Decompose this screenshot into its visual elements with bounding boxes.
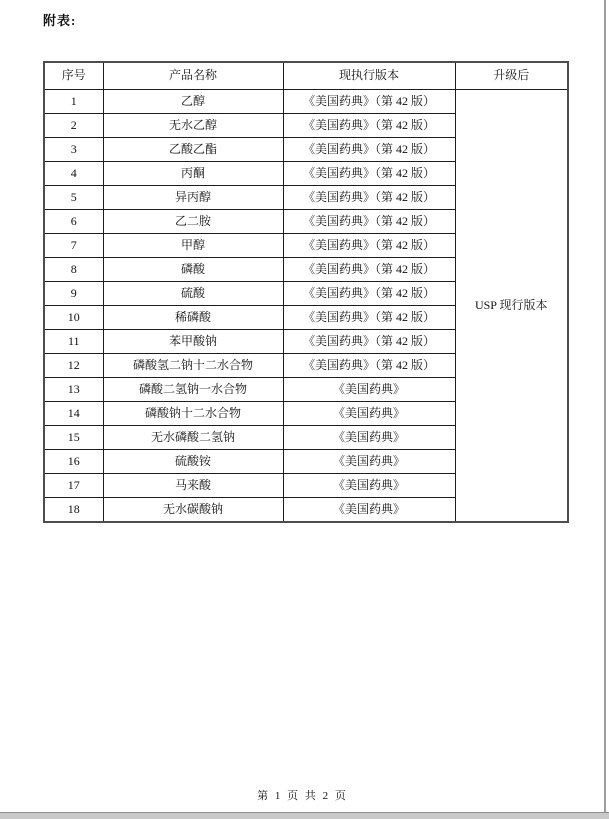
product-name-cell: 硫酸铵 [103,450,283,474]
product-name-cell: 甲醇 [103,234,283,258]
current-version-cell: 《美国药典》（第 42 版） [283,138,455,162]
product-name-cell: 无水碳酸钠 [103,498,283,523]
product-table [43,61,569,523]
serial-number-cell: 9 [44,282,103,306]
current-version-cell: 《美国药典》 [283,426,455,450]
serial-number-cell: 14 [44,402,103,426]
current-version-cell: 《美国药典》（第 42 版） [283,162,455,186]
header-serial-number: 序号 [44,62,103,90]
page-number-footer: 第 1 页 共 2 页 [257,790,348,802]
current-version-cell: 《美国药典》（第 42 版） [283,210,455,234]
serial-number-cell: 5 [44,186,103,210]
serial-number-cell: 10 [44,306,103,330]
serial-number-cell: 8 [44,258,103,282]
page-right-edge-line [604,0,606,812]
current-version-cell: 《美国药典》 [283,498,455,523]
product-name-cell: 硫酸 [103,282,283,306]
serial-number-cell: 12 [44,354,103,378]
header-after-upgrade: 升级后 [455,62,568,90]
product-name-cell: 乙二胺 [103,210,283,234]
product-name-cell: 稀磷酸 [103,306,283,330]
serial-number-cell: 1 [44,90,103,114]
page-title: 附表: [43,13,77,28]
product-name-cell: 乙醇 [103,90,283,114]
serial-number-cell: 16 [44,450,103,474]
header-product-name: 产品名称 [103,62,283,90]
serial-number-cell: 2 [44,114,103,138]
current-version-cell: 《美国药典》 [283,402,455,426]
table-row [44,90,568,114]
product-name-cell: 磷酸 [103,258,283,282]
header-current-version: 现执行版本 [283,62,455,90]
product-name-cell: 异丙醇 [103,186,283,210]
current-version-cell: 《美国药典》（第 42 版） [283,258,455,282]
serial-number-cell: 11 [44,330,103,354]
current-version-cell: 《美国药典》（第 42 版） [283,282,455,306]
table-header-row [44,62,568,90]
current-version-cell: 《美国药典》（第 42 版） [283,234,455,258]
current-version-cell: 《美国药典》（第 42 版） [283,306,455,330]
current-version-cell: 《美国药典》 [283,450,455,474]
product-name-cell: 无水磷酸二氢钠 [103,426,283,450]
current-version-cell: 《美国药典》（第 42 版） [283,186,455,210]
serial-number-cell: 7 [44,234,103,258]
current-version-cell: 《美国药典》 [283,378,455,402]
serial-number-cell: 13 [44,378,103,402]
page-bottom-edge-strip [0,812,609,819]
serial-number-cell: 15 [44,426,103,450]
product-name-cell: 马来酸 [103,474,283,498]
product-name-cell: 磷酸氢二钠十二水合物 [103,354,283,378]
current-version-cell: 《美国药典》（第 42 版） [283,354,455,378]
serial-number-cell: 17 [44,474,103,498]
current-version-cell: 《美国药典》（第 42 版） [283,114,455,138]
product-name-cell: 无水乙醇 [103,114,283,138]
product-name-cell: 乙酸乙酯 [103,138,283,162]
serial-number-cell: 3 [44,138,103,162]
serial-number-cell: 18 [44,498,103,523]
product-name-cell: 丙酮 [103,162,283,186]
current-version-cell: 《美国药典》（第 42 版） [283,330,455,354]
table-body [44,90,568,523]
upgrade-merged-cell: USP 现行版本 [455,90,568,523]
product-name-cell: 磷酸二氢钠一水合物 [103,378,283,402]
serial-number-cell: 4 [44,162,103,186]
current-version-cell: 《美国药典》（第 42 版） [283,90,455,114]
serial-number-cell: 6 [44,210,103,234]
current-version-cell: 《美国药典》 [283,474,455,498]
product-name-cell: 磷酸钠十二水合物 [103,402,283,426]
product-name-cell: 苯甲酸钠 [103,330,283,354]
